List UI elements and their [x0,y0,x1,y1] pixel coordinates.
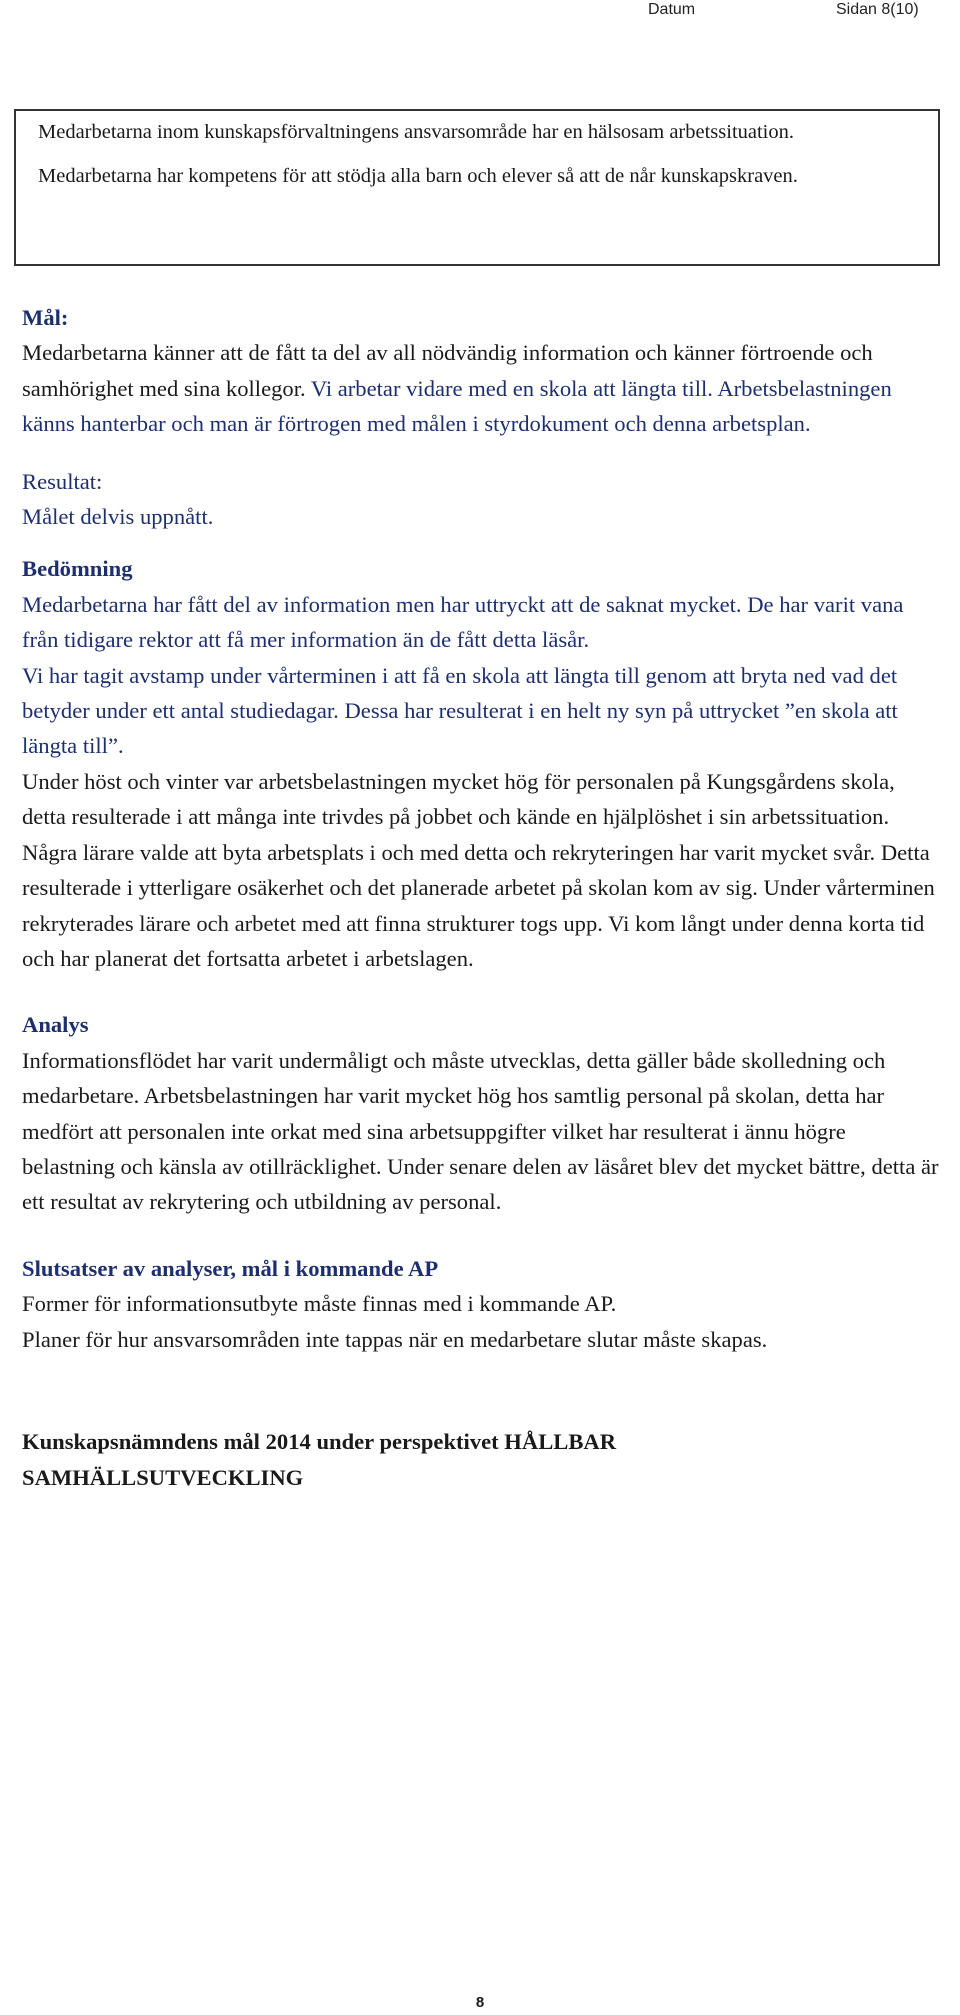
mal-text-black: Medarbetarna känner att de fått ta del av all nödvändig information och känner förtroende och samhörighet med sina kollegor. [22,340,873,401]
analys-heading: Analys [22,1012,89,1038]
goal-line-1: Medarbetarna inom kunskapsförvaltningens ansvarsområde har en hälsosam arbetssituation. [38,121,795,143]
header-date-label: Datum [648,1,696,18]
slutsatser-heading: Slutsatser av analyser, mål i kommande AP [22,1255,439,1281]
slutsatser-line-1: Former för informationsutbyte måste finnas med i kommande AP. [22,1291,617,1317]
header-page-label: Sidan 8(10) [836,1,919,18]
mal-paragraph [22,335,942,441]
next-section-heading-line-2: SAMHÄLLSUTVECKLING [22,1464,304,1490]
bedomning-heading: Bedömning [22,556,133,582]
mal-heading: Mål: [22,305,69,330]
resultat-heading: Resultat: [22,468,103,494]
goal-box [14,109,940,266]
bedomning-paragraph-1: Medarbetarna har fått del av information men har uttryckt att de saknat mycket. De har varit vana från tidigare rektor att få mer information än de fått detta läsår. [22,591,904,653]
document-body [22,300,942,1496]
goal-line-2: Medarbetarna har kompetens för att stödja alla barn och elever så att de når kunskapskraven. [38,165,798,187]
slutsatser-line-2: Planer för hur ansvarsområden inte tappas när en medarbetare slutar måste skapas. [22,1326,768,1352]
analys-paragraph: Informationsflödet har varit undermåligt och måste utvecklas, detta gäller både skolledning och medarbetare. Arbetsbelastningen har varit mycket hög hos samtlig personal på skolan, detta har medfört att personalen inte orkat med sina arbetsuppgifter vilket har resulterat i ännu högre belastning och känsla av otillräcklighet. Under senare delen av läsåret blev det mycket bättre, detta är ett resultat av rekrytering och utbildning av personal. [22,1047,939,1215]
resultat-text: Målet delvis uppnått. [22,504,214,530]
mal-text-blue: Vi arbetar vidare med en skola att längta till. Arbetsbelastningen känns hanterbar och man är förtrogen med målen i styrdokument och denna arbetsplan. [22,375,892,437]
next-section-heading-line-1: Kunskapsnämndens mål 2014 under perspektivet HÅLLBAR [22,1428,617,1454]
page-number: 8 [475,1994,485,2011]
page-header [0,0,960,24]
bedomning-paragraph-2: Vi har tagit avstamp under vårterminen i att få en skola att längta till genom att bryta ned vad det betyder under ett antal studiedagar. Dessa har resulterat i en helt ny syn på uttrycket ”en skola att längta till”. [22,662,898,759]
bedomning-paragraph-3: Under höst och vinter var arbetsbelastningen mycket hög för personalen på Kungsgårdens skola, detta resulterade i att många inte trivdes på jobbet och kände en hjälplöshet i sin arbetssituation. Några lärare valde att byta arbetsplats i och med detta och rekryteringen har varit mycket svår. Detta resulterade i ytterligare osäkerhet och det planerade arbetet på skolan kom av sig. Under vårterminen rekryterades lärare och arbetet med att finna strukturer togs upp. Vi kom långt under denna korta tid och har planerat det fortsatta arbetet i arbetslagen. [22,768,935,971]
